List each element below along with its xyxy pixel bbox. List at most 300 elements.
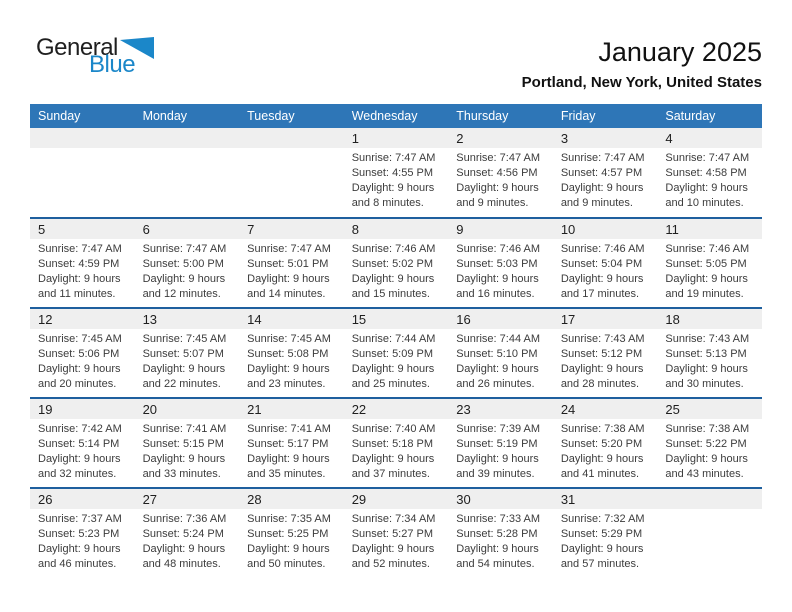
day-number: 30 (448, 489, 553, 509)
sunset-line-value: 5:03 PM (496, 258, 538, 270)
sunrise-line (352, 242, 447, 257)
sunrise-line (38, 242, 133, 257)
sunrise-line-value: 7:43 AM (708, 333, 750, 345)
sunset-line-value: 5:24 PM (182, 528, 224, 540)
sunrise-line-value: 7:46 AM (395, 243, 436, 255)
day-details (30, 329, 135, 392)
daylight-line-value: 9 hours and 8 minutes. (351, 182, 435, 209)
sunset-line-label: Sunset: (456, 258, 494, 270)
day-number: 9 (448, 219, 553, 239)
daylight-line (247, 542, 342, 572)
sunset-line-value: 4:55 PM (392, 167, 434, 179)
daylight-line-label: Daylight: (351, 182, 395, 194)
week-row (30, 398, 762, 488)
daylight-line-label: Daylight: (665, 453, 709, 465)
weekday-header-row (30, 104, 762, 128)
weekday-header: Monday (135, 104, 240, 128)
day-number: 13 (135, 309, 240, 329)
day-number: 10 (553, 219, 658, 239)
day-number: 23 (448, 399, 553, 419)
sunrise-line-value: 7:39 AM (499, 423, 541, 435)
sunrise-line (352, 332, 447, 347)
sunset-line-value: 5:00 PM (182, 258, 224, 270)
day-number: 14 (239, 309, 344, 329)
sunrise-line-label: Sunrise: (456, 423, 497, 435)
daylight-line (352, 452, 447, 482)
day-cell (135, 218, 240, 308)
day-cell (30, 218, 135, 308)
sunset-line (247, 257, 342, 272)
day-details (448, 148, 553, 211)
day-details (657, 419, 762, 482)
daylight-line (247, 362, 342, 392)
week-row (30, 488, 762, 578)
sunset-line (561, 166, 656, 181)
sunrise-line (143, 422, 238, 437)
empty-day-cell (657, 488, 762, 578)
sunrise-line (247, 332, 342, 347)
sunrise-line-value: 7:35 AM (290, 513, 331, 525)
daylight-line-value: 9 hours and 23 minutes. (247, 363, 330, 390)
daylight-line-value: 9 hours and 39 minutes. (456, 453, 539, 480)
empty-day-cell (135, 128, 240, 218)
sunrise-line (456, 242, 551, 257)
day-details (239, 419, 344, 482)
sunrise-line-value: 7:38 AM (708, 423, 750, 435)
daylight-line-value: 9 hours and 26 minutes. (456, 363, 539, 390)
sunset-line (456, 437, 551, 452)
day-cell (135, 398, 240, 488)
day-number: 21 (239, 399, 344, 419)
daylight-line (38, 362, 133, 392)
weekday-header: Sunday (30, 104, 135, 128)
day-details (657, 329, 762, 392)
day-cell (553, 128, 658, 218)
daylight-line-value: 9 hours and 11 minutes. (38, 273, 121, 300)
sunrise-line-value: 7:43 AM (604, 333, 645, 345)
sunset-line (143, 257, 238, 272)
daylight-line-label: Daylight: (142, 543, 186, 555)
daylight-line-value: 9 hours and 16 minutes. (456, 273, 539, 300)
daylight-line-value: 9 hours and 48 minutes. (142, 543, 226, 570)
daylight-line-label: Daylight: (560, 273, 604, 285)
day-number: 22 (344, 399, 449, 419)
weekday-header: Friday (553, 104, 658, 128)
daylight-line-label: Daylight: (142, 453, 186, 465)
daylight-line (143, 542, 238, 572)
daylight-line-label: Daylight: (351, 543, 395, 555)
week-row (30, 308, 762, 398)
sunrise-line (247, 242, 342, 257)
day-cell (239, 308, 344, 398)
sunrise-line-label: Sunrise: (456, 152, 497, 164)
sunset-line-label: Sunset: (142, 258, 180, 270)
daylight-line (456, 181, 551, 211)
sunrise-line-label: Sunrise: (38, 243, 79, 255)
day-details (30, 419, 135, 482)
sunrise-line-label: Sunrise: (142, 513, 183, 525)
day-cell (239, 488, 344, 578)
daylight-line-label: Daylight: (38, 363, 81, 375)
sunrise-line-value: 7:46 AM (499, 243, 541, 255)
daylight-line-value: 9 hours and 20 minutes. (38, 363, 121, 390)
sunrise-line (665, 151, 760, 166)
sunset-line-value: 5:14 PM (78, 438, 120, 450)
sunset-line (247, 437, 342, 452)
weekday-header: Wednesday (344, 104, 449, 128)
sunrise-line-value: 7:44 AM (499, 333, 541, 345)
daylight-line (456, 542, 551, 572)
daylight-line-label: Daylight: (351, 273, 395, 285)
day-details (344, 329, 449, 392)
daylight-line-value: 9 hours and 25 minutes. (351, 363, 435, 390)
sunset-line-label: Sunset: (351, 528, 389, 540)
sunset-line-value: 5:07 PM (182, 348, 224, 360)
sunset-line-label: Sunset: (38, 258, 76, 270)
sunrise-line-value: 7:47 AM (185, 243, 227, 255)
sunrise-line-value: 7:45 AM (290, 333, 331, 345)
daylight-line-label: Daylight: (247, 543, 290, 555)
daylight-line-value: 9 hours and 32 minutes. (38, 453, 121, 480)
day-details (344, 419, 449, 482)
sunset-line-value: 5:19 PM (496, 438, 538, 450)
day-details (448, 419, 553, 482)
sunrise-line (38, 332, 133, 347)
daylight-line-label: Daylight: (247, 273, 290, 285)
sunrise-line-value: 7:45 AM (81, 333, 122, 345)
daylight-line (352, 181, 447, 211)
sunset-line-value: 5:17 PM (287, 438, 329, 450)
sunset-line (352, 437, 447, 452)
sunset-line-value: 5:12 PM (601, 348, 643, 360)
sunset-line (352, 527, 447, 542)
sunset-line-label: Sunset: (456, 438, 494, 450)
day-number: 11 (657, 219, 762, 239)
day-cell (344, 488, 449, 578)
day-details (553, 419, 658, 482)
sunset-line-value: 5:15 PM (182, 438, 224, 450)
daylight-line-value: 9 hours and 35 minutes. (247, 453, 330, 480)
daylight-line-value: 9 hours and 57 minutes. (560, 543, 644, 570)
day-details (135, 329, 240, 392)
logo-text-blue: Blue (89, 51, 136, 78)
sunset-line-label: Sunset: (38, 348, 76, 360)
daylight-line (665, 181, 760, 211)
sunrise-line (665, 332, 760, 347)
day-cell (553, 488, 658, 578)
sunrise-line-label: Sunrise: (665, 243, 706, 255)
sunrise-line (561, 242, 656, 257)
sunset-line (247, 347, 342, 362)
day-cell (344, 398, 449, 488)
day-details (344, 148, 449, 211)
daylight-line (665, 272, 760, 302)
sunrise-line (352, 422, 447, 437)
daylight-line-value: 9 hours and 41 minutes. (560, 453, 644, 480)
sunset-line (143, 437, 238, 452)
day-number (135, 128, 240, 148)
daylight-line (352, 272, 447, 302)
sunrise-line (143, 512, 238, 527)
sunset-line-label: Sunset: (560, 348, 599, 360)
sunset-line-value: 5:13 PM (705, 348, 747, 360)
sunrise-line-label: Sunrise: (247, 243, 288, 255)
daylight-line-label: Daylight: (351, 363, 395, 375)
general-blue-logo (36, 36, 154, 77)
sunrise-line-label: Sunrise: (665, 333, 706, 345)
weekday-header: Saturday (657, 104, 762, 128)
day-details (553, 509, 658, 572)
sunrise-line-value: 7:47 AM (290, 243, 331, 255)
sunset-line-label: Sunset: (665, 167, 703, 179)
day-cell (30, 488, 135, 578)
sunset-line (665, 166, 760, 181)
sunrise-line-label: Sunrise: (351, 423, 393, 435)
daylight-line-value: 9 hours and 46 minutes. (38, 543, 121, 570)
daylight-line-value: 9 hours and 17 minutes. (560, 273, 644, 300)
day-cell (448, 398, 553, 488)
sunset-line-label: Sunset: (247, 528, 285, 540)
daylight-line-value: 9 hours and 43 minutes. (665, 453, 748, 480)
daylight-line (247, 272, 342, 302)
day-number (239, 128, 344, 148)
sunrise-line (352, 512, 447, 527)
sunset-line-label: Sunset: (142, 348, 180, 360)
sunset-line (38, 257, 133, 272)
daylight-line (561, 272, 656, 302)
day-details (239, 239, 344, 302)
daylight-line-value: 9 hours and 33 minutes. (142, 453, 226, 480)
day-number: 20 (135, 399, 240, 419)
day-number: 1 (344, 128, 449, 148)
daylight-line-label: Daylight: (38, 453, 81, 465)
day-details (553, 329, 658, 392)
daylight-line-value: 9 hours and 10 minutes. (665, 182, 748, 209)
day-number: 31 (553, 489, 658, 509)
day-details (30, 239, 135, 302)
sunrise-line-value: 7:40 AM (395, 423, 436, 435)
sunrise-line-label: Sunrise: (351, 243, 393, 255)
sunset-line-label: Sunset: (247, 438, 285, 450)
sunrise-line-label: Sunrise: (351, 152, 393, 164)
daylight-line (561, 181, 656, 211)
sunset-line-label: Sunset: (351, 258, 389, 270)
sunset-line-label: Sunset: (560, 258, 599, 270)
daylight-line (38, 452, 133, 482)
sunset-line (561, 347, 656, 362)
sunset-line (561, 527, 656, 542)
sunset-line (456, 257, 551, 272)
daylight-line-label: Daylight: (560, 182, 604, 194)
daylight-line (143, 272, 238, 302)
day-cell (448, 308, 553, 398)
day-cell (30, 398, 135, 488)
day-details (448, 329, 553, 392)
sunset-line-value: 5:09 PM (392, 348, 434, 360)
day-number: 16 (448, 309, 553, 329)
sunset-line (143, 347, 238, 362)
day-details (135, 239, 240, 302)
day-cell (657, 128, 762, 218)
sunset-line (352, 347, 447, 362)
daylight-line (456, 362, 551, 392)
day-number: 28 (239, 489, 344, 509)
daylight-line-value: 9 hours and 15 minutes. (351, 273, 435, 300)
sunrise-line-label: Sunrise: (247, 333, 288, 345)
sunset-line-value: 5:22 PM (705, 438, 747, 450)
daylight-line (665, 452, 760, 482)
sunset-line-value: 5:27 PM (392, 528, 434, 540)
sunrise-line (38, 422, 133, 437)
daylight-line-label: Daylight: (38, 543, 81, 555)
day-number (30, 128, 135, 148)
sunrise-line-value: 7:34 AM (395, 513, 436, 525)
sunrise-line-value: 7:32 AM (604, 513, 645, 525)
daylight-line (38, 272, 133, 302)
sunset-line (38, 437, 133, 452)
weekday-header: Thursday (448, 104, 553, 128)
day-number: 6 (135, 219, 240, 239)
daylight-line-label: Daylight: (560, 453, 604, 465)
sunrise-line-value: 7:42 AM (81, 423, 122, 435)
day-cell (553, 398, 658, 488)
daylight-line-value: 9 hours and 37 minutes. (351, 453, 435, 480)
sunrise-line (665, 422, 760, 437)
sunrise-line-label: Sunrise: (38, 333, 79, 345)
day-number: 7 (239, 219, 344, 239)
logo-text-general: General (36, 34, 118, 61)
day-number: 8 (344, 219, 449, 239)
sunrise-line-value: 7:47 AM (81, 243, 122, 255)
sunset-line-label: Sunset: (38, 438, 76, 450)
sunrise-line-value: 7:47 AM (395, 152, 436, 164)
day-number: 5 (30, 219, 135, 239)
sunrise-line (561, 422, 656, 437)
day-cell (239, 398, 344, 488)
day-number: 27 (135, 489, 240, 509)
sunrise-line (143, 242, 238, 257)
day-details (448, 239, 553, 302)
day-cell (657, 308, 762, 398)
daylight-line-value: 9 hours and 12 minutes. (142, 273, 226, 300)
daylight-line-label: Daylight: (665, 363, 709, 375)
day-number: 18 (657, 309, 762, 329)
day-cell (448, 218, 553, 308)
daylight-line-value: 9 hours and 52 minutes. (351, 543, 435, 570)
sunset-line (456, 166, 551, 181)
day-cell (135, 488, 240, 578)
sunrise-line-value: 7:37 AM (81, 513, 122, 525)
sunrise-line-label: Sunrise: (247, 423, 288, 435)
day-cell (657, 398, 762, 488)
sunset-line-value: 5:29 PM (601, 528, 643, 540)
day-number: 12 (30, 309, 135, 329)
day-details (239, 329, 344, 392)
daylight-line-label: Daylight: (351, 453, 395, 465)
sunrise-line-value: 7:33 AM (499, 513, 541, 525)
sunrise-line-label: Sunrise: (351, 513, 393, 525)
daylight-line-label: Daylight: (456, 453, 500, 465)
sunrise-line-label: Sunrise: (665, 423, 706, 435)
sunrise-line (561, 151, 656, 166)
daylight-line-label: Daylight: (665, 273, 709, 285)
day-cell (448, 488, 553, 578)
day-number: 26 (30, 489, 135, 509)
daylight-line-value: 9 hours and 9 minutes. (560, 182, 644, 209)
daylight-line-label: Daylight: (665, 182, 709, 194)
daylight-line (456, 452, 551, 482)
day-number: 15 (344, 309, 449, 329)
sunrise-line-value: 7:47 AM (604, 152, 645, 164)
sunset-line-label: Sunset: (351, 348, 389, 360)
sunrise-line (456, 332, 551, 347)
day-details (657, 148, 762, 211)
sunrise-line-value: 7:46 AM (708, 243, 750, 255)
sunset-line-value: 5:05 PM (705, 258, 747, 270)
daylight-line (352, 362, 447, 392)
day-details (135, 509, 240, 572)
sunrise-line-label: Sunrise: (247, 513, 288, 525)
daylight-line-label: Daylight: (142, 273, 186, 285)
sunset-line-value: 5:23 PM (78, 528, 120, 540)
day-number: 24 (553, 399, 658, 419)
day-details (553, 239, 658, 302)
daylight-line (143, 362, 238, 392)
sunrise-line-label: Sunrise: (560, 333, 602, 345)
sunrise-line-label: Sunrise: (456, 333, 497, 345)
daylight-line (247, 452, 342, 482)
daylight-line-value: 9 hours and 28 minutes. (560, 363, 644, 390)
day-details (30, 509, 135, 572)
month-title: January 2025 (598, 37, 762, 67)
daylight-line-label: Daylight: (560, 543, 604, 555)
daylight-line-value: 9 hours and 9 minutes. (456, 182, 539, 209)
sunset-line (665, 257, 760, 272)
sunrise-line (38, 512, 133, 527)
day-number: 25 (657, 399, 762, 419)
sunrise-line (456, 151, 551, 166)
sunset-line-value: 4:59 PM (78, 258, 120, 270)
sunset-line-value: 5:28 PM (496, 528, 538, 540)
daylight-line (352, 542, 447, 572)
daylight-line-value: 9 hours and 54 minutes. (456, 543, 539, 570)
daylight-line-label: Daylight: (247, 363, 290, 375)
day-cell (135, 308, 240, 398)
sunrise-line-value: 7:45 AM (185, 333, 227, 345)
sunset-line (456, 527, 551, 542)
sunset-line-label: Sunset: (560, 528, 599, 540)
sunrise-line-value: 7:47 AM (708, 152, 750, 164)
daylight-line-label: Daylight: (38, 273, 81, 285)
sunrise-line (456, 422, 551, 437)
sunset-line-value: 4:58 PM (705, 167, 747, 179)
sunset-line-value: 5:20 PM (601, 438, 643, 450)
sunset-line-label: Sunset: (351, 438, 389, 450)
day-cell (30, 308, 135, 398)
day-number: 17 (553, 309, 658, 329)
sunset-line-value: 5:06 PM (78, 348, 120, 360)
daylight-line-label: Daylight: (456, 182, 500, 194)
day-details (135, 419, 240, 482)
sunset-line-value: 5:02 PM (392, 258, 434, 270)
empty-day-cell (30, 128, 135, 218)
sunset-line-label: Sunset: (560, 167, 599, 179)
sunrise-line-value: 7:38 AM (604, 423, 645, 435)
day-cell (239, 218, 344, 308)
sunrise-line-label: Sunrise: (142, 423, 183, 435)
sunrise-line-label: Sunrise: (560, 513, 602, 525)
sunset-line (143, 527, 238, 542)
